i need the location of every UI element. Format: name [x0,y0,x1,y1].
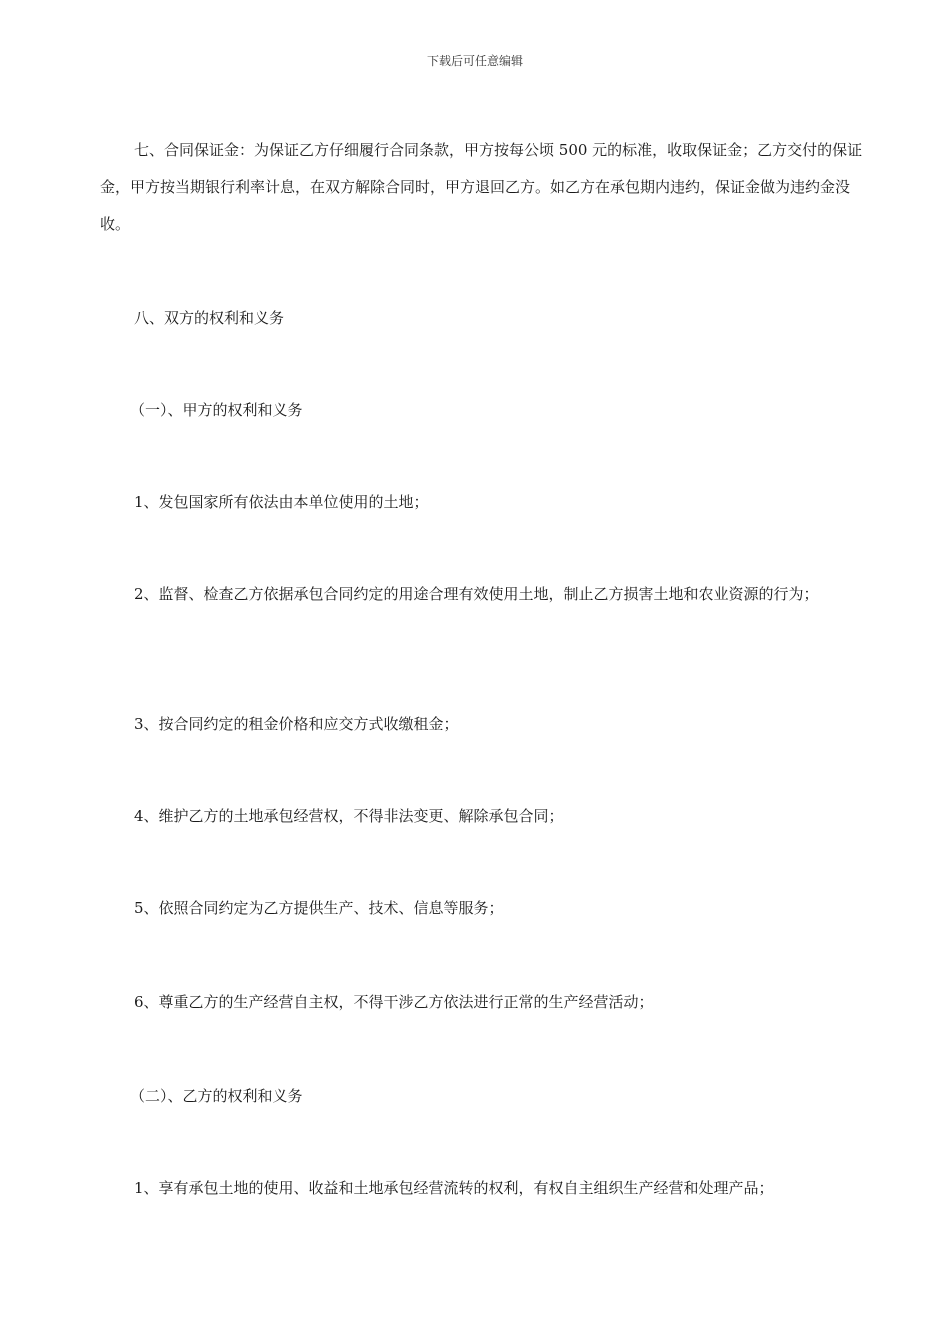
party-a-item-5: 5、依照合同约定为乙方提供生产、技术、信息等服务； [134,899,504,917]
clause-eight-title: 八、双方的权利和义务 [134,309,285,327]
party-a-item-4: 4、维护乙方的土地承包经营权，不得非法变更、解除承包合同； [134,807,564,825]
party-a-item-6: 6、尊重乙方的生产经营自主权，不得干涉乙方依法进行正常的生产经营活动； [134,993,654,1011]
party-a-item-3: 3、按合同约定的租金价格和应交方式收缴租金； [134,715,459,733]
clause-seven-deposit: 七、合同保证金：为保证乙方仔细履行合同条款，甲方按每公顷 500 元的标准，收取保证金；乙方交付的保证金，甲方按当期银行利率计息，在双方解除合同时，甲方退回乙方。如乙方在承包期内违约，保证金做为违约金没收。 [100,141,863,233]
party-b-item-1: 1、享有承包土地的使用、收益和土地承包经营流转的权利，有权自主组织生产经营和处理产品； [134,1179,774,1197]
party-a-item-2: 2、监督、检查乙方依据承包合同约定的用途合理有效使用土地，制止乙方损害土地和农业资源的行为； [134,585,819,603]
party-b-section-heading: （二）、乙方的权利和义务 [130,1087,303,1105]
header-note: 下载后可任意编辑 [426,54,523,68]
party-a-section-heading: （一）、甲方的权利和义务 [130,401,303,419]
party-a-item-1: 1、发包国家所有依法由本单位使用的土地； [134,493,429,511]
